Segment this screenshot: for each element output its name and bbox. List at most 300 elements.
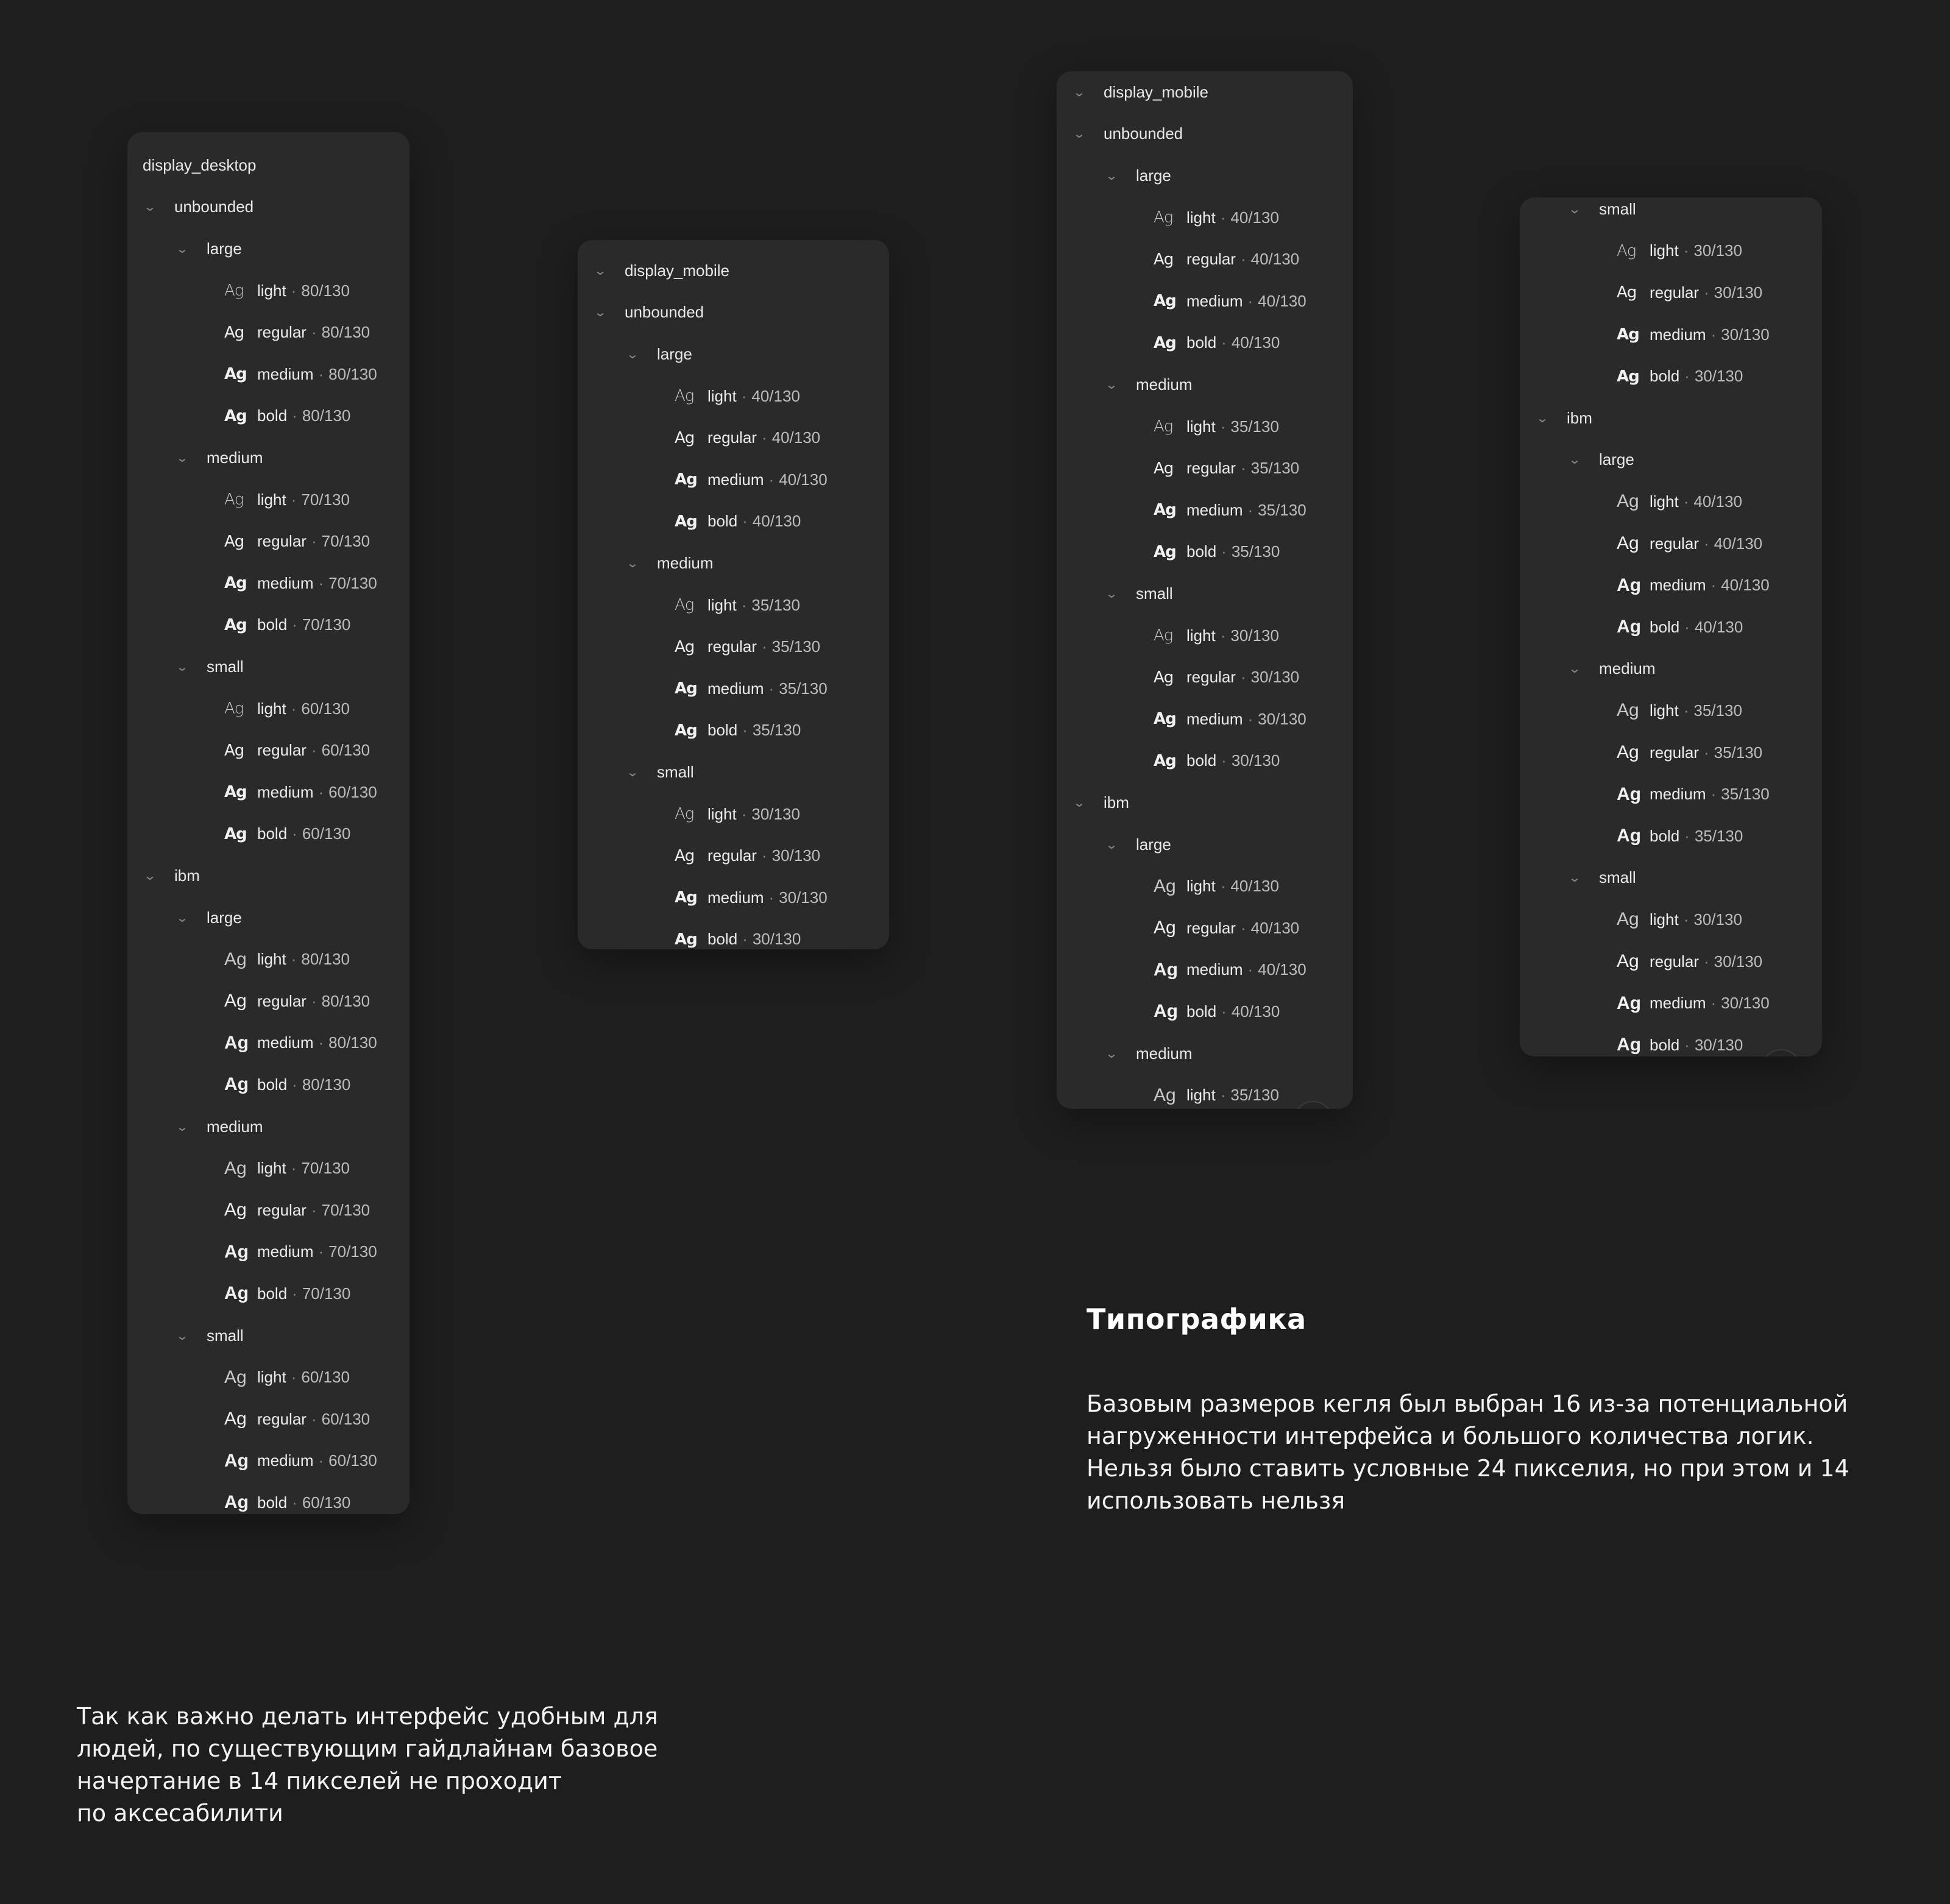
text-style-icon: Ag [1617, 951, 1639, 972]
text-style-icon: Ag [1154, 751, 1176, 770]
text-style-icon: Ag [224, 365, 247, 384]
separator-dot: · [1221, 751, 1227, 770]
chevron-down-icon[interactable]: ⌄ [594, 264, 607, 278]
style-item[interactable] [1520, 564, 1822, 606]
style-size-value: 40/130 [1250, 250, 1300, 269]
text-style-icon: Ag [675, 637, 695, 656]
separator-dot: · [1683, 910, 1689, 929]
tree-label: medium [1136, 375, 1193, 394]
style-item[interactable] [578, 710, 889, 752]
style-size-value: 70/130 [321, 1200, 370, 1219]
style-size-value: 70/130 [321, 532, 370, 551]
panel-display-mobile-scrolled [1057, 71, 1353, 1109]
tree-group[interactable] [1520, 857, 1822, 899]
style-weight-name: regular [707, 428, 757, 447]
text-style-icon: Ag [1154, 459, 1174, 478]
tree-label: small [1599, 199, 1636, 218]
style-item[interactable] [127, 771, 410, 813]
style-weight-name: medium [257, 1451, 314, 1470]
style-item[interactable] [1520, 314, 1822, 356]
style-item[interactable] [1520, 272, 1822, 314]
tree-group[interactable] [127, 1106, 410, 1148]
text-style-icon: Ag [224, 783, 247, 802]
style-item[interactable] [1057, 489, 1353, 531]
style-weight-name: bold [257, 615, 288, 634]
separator-dot: · [742, 721, 748, 740]
chevron-down-icon[interactable]: ⌄ [1568, 662, 1581, 676]
text-style-icon: Ag [1617, 826, 1641, 846]
tree-group[interactable] [1057, 364, 1353, 406]
style-item[interactable] [127, 1022, 410, 1064]
separator-dot: · [768, 888, 775, 907]
chevron-down-icon[interactable]: ⌄ [1568, 453, 1581, 467]
style-weight-name: regular [707, 637, 757, 656]
style-size-value: 40/130 [1230, 208, 1279, 227]
separator-dot: · [1703, 952, 1709, 971]
style-item[interactable] [127, 938, 410, 980]
style-weight-name: medium [707, 679, 764, 698]
style-weight-name: regular [1650, 283, 1699, 302]
text-style-icon: Ag [224, 1158, 247, 1178]
style-weight-name: bold [1650, 367, 1680, 386]
style-size-value: 35/130 [1250, 459, 1300, 478]
separator-dot: · [1220, 626, 1226, 645]
separator-dot: · [311, 741, 317, 760]
style-weight-name: medium [1650, 576, 1706, 595]
style-item[interactable] [1520, 815, 1822, 857]
style-size-value: 30/130 [1694, 1035, 1743, 1054]
style-item[interactable] [1057, 865, 1353, 907]
text-style-icon: Ag [1154, 208, 1173, 227]
style-item[interactable] [127, 1273, 410, 1315]
style-size-value: 30/130 [1250, 668, 1300, 687]
style-item[interactable] [1057, 531, 1353, 573]
style-size-value: 35/130 [1694, 826, 1743, 845]
tree-group[interactable] [1520, 397, 1822, 439]
style-item[interactable] [127, 270, 410, 312]
style-item[interactable] [578, 626, 889, 668]
separator-dot: · [1247, 291, 1253, 310]
style-weight-name: light [1650, 701, 1679, 720]
style-size-value: 40/130 [1231, 333, 1280, 352]
separator-dot: · [292, 1075, 297, 1094]
style-item[interactable] [578, 919, 889, 949]
tree-label: small [657, 762, 694, 781]
style-size-value: 30/130 [1694, 367, 1743, 386]
style-size-value: 80/130 [302, 1075, 351, 1094]
chevron-down-icon[interactable]: ⌄ [143, 200, 157, 214]
style-item[interactable] [127, 1356, 410, 1398]
separator-dot: · [311, 532, 317, 551]
style-item[interactable] [127, 729, 410, 771]
style-size-value: 80/130 [328, 1033, 377, 1052]
tree-label: medium [207, 448, 263, 467]
tree-group[interactable] [1057, 1033, 1353, 1075]
tree-group[interactable] [127, 437, 410, 479]
style-size-value: 30/130 [1693, 910, 1742, 929]
separator-dot: · [1220, 877, 1226, 896]
separator-dot: · [1240, 459, 1246, 478]
style-item[interactable] [1057, 615, 1353, 657]
style-size-value: 30/130 [751, 804, 800, 823]
text-style-icon: Ag [1154, 333, 1176, 352]
tree-group[interactable] [127, 228, 410, 270]
separator-dot: · [761, 846, 767, 865]
tree-root[interactable] [127, 144, 410, 186]
style-item[interactable] [1520, 732, 1822, 774]
style-item[interactable] [1057, 656, 1353, 698]
separator-dot: · [318, 573, 324, 592]
text-style-icon: Ag [675, 721, 697, 740]
style-size-value: 60/130 [301, 699, 350, 718]
text-style-icon: Ag [1154, 292, 1176, 311]
tree-label: large [207, 239, 242, 258]
style-weight-name: regular [1186, 668, 1236, 687]
style-size-value: 80/130 [321, 323, 370, 342]
style-weight-name: regular [707, 846, 757, 865]
chevron-down-icon[interactable]: ⌄ [176, 1120, 189, 1134]
chevron-down-icon[interactable]: ⌄ [176, 1329, 189, 1343]
style-item[interactable] [578, 835, 889, 877]
tree-label: ibm [174, 866, 200, 885]
style-item[interactable] [127, 1440, 410, 1482]
style-size-value: 30/130 [779, 888, 828, 907]
text-style-icon: Ag [1154, 710, 1176, 729]
style-item[interactable] [578, 459, 889, 501]
tree-group[interactable] [127, 646, 410, 688]
style-size-value: 40/130 [1230, 877, 1279, 896]
tree-group[interactable] [1057, 113, 1353, 155]
separator-dot: · [1247, 709, 1253, 728]
text-style-icon: Ag [1617, 533, 1639, 554]
style-size-value: 60/130 [321, 1409, 370, 1428]
tree-label: medium [657, 553, 714, 572]
text-style-icon: Ag [224, 406, 247, 425]
tree-label: display_mobile [625, 261, 729, 280]
separator-dot: · [1220, 208, 1226, 227]
separator-dot: · [1711, 994, 1717, 1013]
style-item[interactable] [127, 604, 410, 646]
text-style-icon: Ag [224, 991, 247, 1011]
tree-group[interactable] [578, 333, 889, 375]
text-style-icon: Ag [224, 741, 244, 760]
style-size-value: 80/130 [321, 991, 370, 1010]
style-item[interactable] [578, 877, 889, 919]
text-style-icon: Ag [1154, 250, 1174, 269]
tree-group[interactable] [127, 186, 410, 228]
style-size-value: 60/130 [328, 782, 377, 801]
tree-group[interactable] [127, 855, 410, 897]
style-weight-name: light [1186, 626, 1216, 645]
text-style-icon: Ag [675, 596, 694, 615]
style-weight-name: medium [257, 782, 314, 801]
tree-group[interactable] [578, 542, 889, 584]
separator-dot: · [1221, 1002, 1227, 1021]
text-style-icon: Ag [1154, 668, 1174, 687]
style-weight-name: regular [257, 1200, 307, 1219]
style-size-value: 30/130 [752, 930, 801, 949]
style-weight-name: bold [1186, 333, 1217, 352]
text-style-icon: Ag [1617, 575, 1641, 595]
text-style-icon: Ag [1154, 501, 1176, 520]
style-weight-name: medium [1650, 785, 1706, 804]
typography-heading: Типографика [1087, 1303, 1306, 1336]
style-weight-name: regular [1186, 250, 1236, 269]
separator-dot: · [1240, 250, 1246, 269]
chevron-down-icon[interactable]: ⌄ [176, 911, 189, 925]
separator-dot: · [1711, 325, 1717, 344]
separator-dot: · [1683, 241, 1689, 260]
chevron-down-icon[interactable]: ⌄ [594, 306, 607, 320]
chevron-down-icon[interactable]: ⌄ [1072, 85, 1086, 99]
separator-dot: · [1703, 283, 1709, 302]
style-weight-name: medium [707, 888, 764, 907]
style-size-value: 70/130 [302, 1284, 351, 1303]
text-style-icon: Ag [675, 512, 697, 531]
style-size-value: 30/130 [1231, 751, 1280, 770]
style-item[interactable] [1520, 1024, 1822, 1056]
style-size-value: 40/130 [751, 386, 800, 405]
separator-dot: · [311, 1200, 317, 1219]
style-size-value: 35/130 [771, 637, 821, 656]
style-size-value: 35/130 [1231, 542, 1280, 561]
style-item[interactable] [127, 688, 410, 730]
panel-scrolled-list [1520, 197, 1822, 1056]
chevron-down-icon[interactable]: ⌄ [626, 347, 639, 361]
style-item[interactable] [127, 479, 410, 521]
style-weight-name: light [707, 804, 737, 823]
style-item[interactable] [1057, 1074, 1353, 1109]
style-item[interactable] [578, 417, 889, 459]
text-style-icon: Ag [224, 323, 244, 342]
separator-dot: · [318, 364, 324, 383]
style-item[interactable] [1520, 899, 1822, 941]
text-style-icon: Ag [1617, 491, 1639, 512]
style-item[interactable] [1520, 523, 1822, 565]
tree-root[interactable] [1057, 71, 1353, 113]
separator-dot: · [291, 1159, 297, 1178]
style-item[interactable] [127, 980, 410, 1022]
chevron-down-icon[interactable]: ⌄ [143, 869, 157, 883]
tree-group[interactable] [1057, 782, 1353, 824]
style-size-value: 40/130 [1693, 492, 1742, 511]
chevron-down-icon[interactable]: ⌄ [1105, 838, 1118, 852]
style-item[interactable] [127, 520, 410, 562]
text-style-icon: Ag [224, 1032, 249, 1053]
style-size-value: 40/130 [1714, 534, 1763, 553]
style-weight-name: light [257, 490, 286, 509]
chevron-down-icon[interactable]: ⌄ [626, 556, 639, 570]
style-item[interactable] [1057, 280, 1353, 322]
style-weight-name: bold [1650, 826, 1680, 845]
panel-display-mobile [578, 240, 889, 949]
style-weight-name: light [1186, 1086, 1216, 1105]
style-weight-name: light [707, 386, 737, 405]
text-style-icon: Ag [224, 1200, 247, 1220]
style-item[interactable] [578, 584, 889, 626]
style-item[interactable] [127, 395, 410, 437]
separator-dot: · [741, 804, 747, 823]
style-item[interactable] [127, 562, 410, 604]
style-weight-name: bold [257, 1284, 288, 1303]
text-style-icon: Ag [1154, 876, 1176, 896]
style-weight-name: medium [257, 573, 314, 592]
style-item[interactable] [1057, 238, 1353, 280]
style-weight-name: bold [707, 721, 738, 740]
style-weight-name: bold [1186, 1002, 1217, 1021]
chevron-down-icon[interactable]: ⌄ [1105, 169, 1118, 183]
style-item[interactable] [127, 813, 410, 855]
style-item[interactable] [127, 1398, 410, 1440]
style-weight-name: bold [707, 930, 738, 949]
chevron-down-icon[interactable]: ⌄ [1072, 796, 1086, 810]
style-item[interactable] [1520, 941, 1822, 983]
separator-dot: · [741, 386, 747, 405]
style-item[interactable] [127, 1231, 410, 1273]
style-item[interactable] [1520, 690, 1822, 732]
text-style-icon: Ag [1617, 993, 1641, 1013]
style-size-value: 30/130 [1721, 994, 1770, 1013]
style-size-value: 35/130 [1721, 785, 1770, 804]
separator-dot: · [741, 595, 747, 614]
text-style-icon: Ag [675, 470, 697, 489]
tree-root[interactable] [578, 250, 889, 292]
style-item[interactable] [1520, 773, 1822, 815]
style-item[interactable] [1057, 698, 1353, 740]
style-item[interactable] [127, 1064, 410, 1106]
text-style-icon: Ag [224, 615, 247, 634]
accessibility-note: Так как важно делать интерфейс удобным для людей, по существующим гайдлайнам базовое начертание в 14 пикселей не проходит по аксесабилити [77, 1703, 658, 1827]
chevron-down-icon[interactable]: ⌄ [1072, 127, 1086, 141]
separator-dot: · [311, 323, 317, 342]
chevron-down-icon[interactable]: ⌄ [1105, 1047, 1118, 1061]
style-item[interactable] [127, 1482, 410, 1514]
style-weight-name: light [257, 281, 286, 300]
chevron-down-icon[interactable]: ⌄ [626, 765, 639, 779]
style-item[interactable] [1057, 447, 1353, 489]
tree-group[interactable] [1520, 197, 1822, 230]
style-item[interactable] [578, 501, 889, 543]
chevron-down-icon[interactable]: ⌄ [1536, 411, 1549, 425]
tree-group[interactable] [578, 292, 889, 334]
tree-group[interactable] [1520, 439, 1822, 481]
chevron-down-icon[interactable]: ⌄ [1568, 202, 1581, 216]
style-item[interactable] [1520, 355, 1822, 397]
style-item[interactable] [1057, 197, 1353, 239]
style-weight-name: bold [1650, 1035, 1680, 1054]
style-item[interactable] [578, 668, 889, 710]
style-item[interactable] [578, 793, 889, 835]
tree-label: unbounded [1104, 124, 1183, 143]
style-item[interactable] [1057, 991, 1353, 1033]
text-style-icon: Ag [1154, 918, 1176, 938]
style-item[interactable] [127, 311, 410, 353]
separator-dot: · [1703, 534, 1709, 553]
tree-group[interactable] [1057, 155, 1353, 197]
text-style-icon: Ag [1617, 784, 1641, 804]
style-size-value: 60/130 [321, 741, 370, 760]
chevron-down-icon[interactable]: ⌄ [176, 242, 189, 256]
tree-group[interactable] [127, 897, 410, 939]
style-item[interactable] [127, 353, 410, 395]
tree-group[interactable] [1057, 573, 1353, 615]
chevron-down-icon[interactable]: ⌄ [1105, 378, 1118, 392]
tree-group[interactable] [578, 751, 889, 793]
text-style-icon: Ag [675, 679, 697, 698]
style-weight-name: regular [1186, 918, 1236, 937]
tree-label: small [1136, 584, 1173, 603]
style-size-value: 35/130 [1230, 1086, 1279, 1105]
separator-dot: · [1711, 785, 1717, 804]
style-size-value: 70/130 [328, 1242, 377, 1261]
style-item[interactable] [1057, 740, 1353, 782]
style-size-value: 60/130 [301, 1368, 350, 1387]
style-item[interactable] [1057, 406, 1353, 448]
tree-label: large [1599, 450, 1634, 469]
text-style-icon: Ag [1154, 1085, 1176, 1105]
style-item[interactable] [127, 1147, 410, 1189]
style-item[interactable] [1520, 606, 1822, 648]
separator-dot: · [292, 824, 297, 843]
style-weight-name: bold [1186, 751, 1217, 770]
tree-label: large [1136, 835, 1171, 854]
separator-dot: · [292, 615, 297, 634]
style-item[interactable] [1057, 322, 1353, 364]
tree-label: small [1599, 868, 1636, 887]
separator-dot: · [1240, 918, 1246, 937]
style-size-value: 40/130 [1258, 291, 1306, 310]
tree-group[interactable] [1057, 824, 1353, 866]
text-style-icon: Ag [224, 1409, 247, 1429]
style-size-value: 70/130 [301, 1159, 350, 1178]
tree-label: unbounded [174, 197, 254, 216]
style-weight-name: medium [707, 470, 764, 489]
text-style-icon: Ag [1617, 617, 1641, 637]
style-weight-name: regular [257, 1409, 307, 1428]
tree-label: ibm [1567, 408, 1592, 427]
style-item[interactable] [1520, 982, 1822, 1024]
tree-group[interactable] [1520, 648, 1822, 690]
text-style-icon: Ag [224, 1450, 249, 1471]
style-size-value: 40/130 [1721, 576, 1770, 595]
style-item[interactable] [127, 1189, 410, 1231]
chevron-down-icon[interactable]: ⌄ [176, 660, 189, 674]
style-item[interactable] [1520, 230, 1822, 272]
style-item[interactable] [578, 375, 889, 417]
chevron-down-icon[interactable]: ⌄ [1105, 587, 1118, 601]
text-style-icon: Ag [675, 888, 697, 907]
panel-display-desktop [127, 132, 410, 1514]
chevron-down-icon[interactable]: ⌄ [1568, 871, 1581, 885]
text-style-icon: Ag [1154, 626, 1173, 645]
style-item[interactable] [1520, 481, 1822, 523]
style-item[interactable] [1057, 907, 1353, 949]
tree-label: display_mobile [1104, 82, 1208, 101]
separator-dot: · [1221, 542, 1227, 561]
style-size-value: 40/130 [1231, 1002, 1280, 1021]
separator-dot: · [1221, 333, 1227, 352]
style-size-value: 60/130 [302, 1493, 351, 1512]
chevron-down-icon[interactable]: ⌄ [176, 451, 189, 465]
style-size-value: 35/130 [1258, 500, 1306, 519]
style-item[interactable] [1057, 949, 1353, 991]
text-style-icon: Ag [224, 1492, 249, 1513]
style-size-value: 40/130 [1250, 918, 1300, 937]
style-weight-name: bold [1650, 617, 1680, 636]
separator-dot: · [1684, 826, 1690, 845]
separator-dot: · [292, 1284, 297, 1303]
tree-group[interactable] [127, 1315, 410, 1357]
